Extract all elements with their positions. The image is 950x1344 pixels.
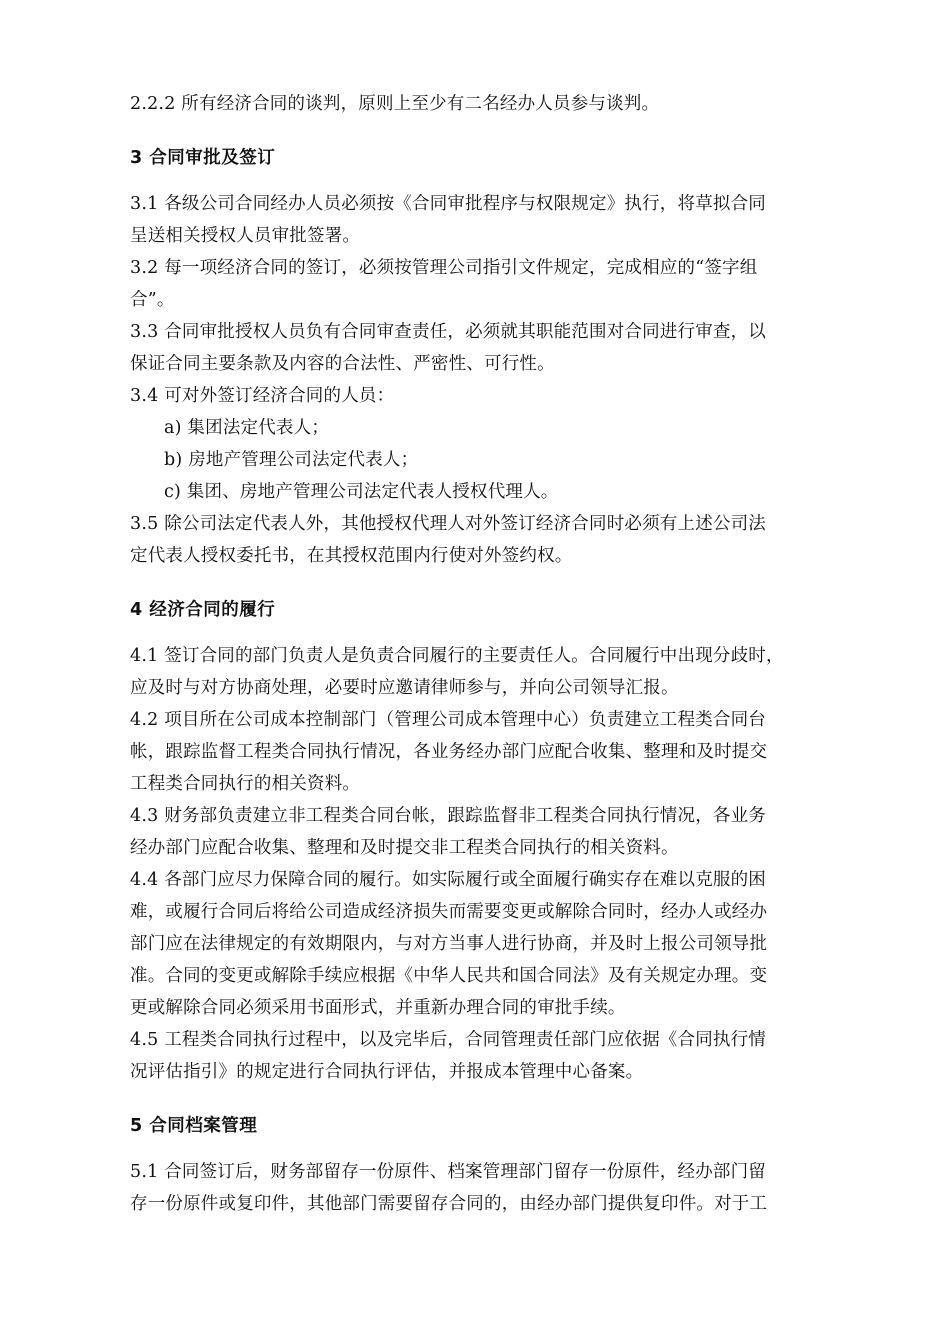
section-heading-5: 5 合同档案管理	[130, 1116, 258, 1136]
paragraph-line: 更或解除合同必须采用书面形式，并重新办理合同的审批手续。	[130, 998, 626, 1018]
paragraph-4-5	[130, 1024, 830, 1088]
paragraph-line: 难，或履行合同后将给公司造成经济损失而需要变更或解除合同时，经办人或经办	[130, 902, 768, 922]
paragraph-line: 4.3 财务部负责建立非工程类合同台帐，跟踪监督非工程类合同执行情况，各业务	[130, 806, 766, 826]
list-item: b) 房地产管理公司法定代表人；	[164, 450, 419, 470]
section-heading-4: 4 经济合同的履行	[130, 600, 276, 620]
spacer	[130, 1088, 830, 1110]
paragraph-line: 定代表人授权委托书，在其授权范围内行使对外签约权。	[130, 546, 573, 566]
paragraph-3-2	[130, 252, 830, 316]
paragraph-line: 准。合同的变更或解除手续应根据《中华人民共和国合同法》及有关规定办理。变	[130, 966, 768, 986]
paragraph-4-2	[130, 704, 830, 800]
paragraph-line: 合”。	[130, 290, 175, 310]
spacer	[130, 174, 830, 188]
paragraph-line: 3.2 每一项经济合同的签订，必须按管理公司指引文件规定，完成相应的“签字组	[130, 258, 758, 278]
spacer	[130, 626, 830, 640]
paragraph-line: 3.5 除公司法定代表人外，其他授权代理人对外签订经济合同时必须有上述公司法	[130, 514, 766, 534]
list-item: c) 集团、房地产管理公司法定代表人授权代理人。	[164, 482, 559, 502]
paragraph-3-1	[130, 188, 830, 252]
paragraph-5-1	[130, 1156, 830, 1220]
paragraph-3-5	[130, 508, 830, 572]
spacer	[130, 572, 830, 594]
paragraph-3-4: 3.4 可对外签订经济合同的人员：	[130, 386, 395, 406]
paragraph-line: 经办部门应配合收集、整理和及时提交非工程类合同执行的相关资料。	[130, 838, 679, 858]
paragraph-line: 呈送相关授权人员审批签署。	[130, 226, 361, 246]
paragraph-line: 部门应在法律规定的有效期限内，与对方当事人进行协商，并及时上报公司领导批	[130, 934, 768, 954]
authorized-signers-list	[130, 412, 830, 508]
paragraph-line: 应及时与对方协商处理，必要时应邀请律师参与，并向公司领导汇报。	[130, 678, 679, 698]
paragraph-line: 4.2 项目所在公司成本控制部门（管理公司成本管理中心）负责建立工程类合同台	[130, 710, 766, 730]
paragraph-line: 5.1 合同签订后，财务部留存一份原件、档案管理部门留存一份原件，经办部门留	[130, 1162, 766, 1182]
paragraph-line: 帐，跟踪监督工程类合同执行情况，各业务经办部门应配合收集、整理和及时提交	[130, 742, 768, 762]
paragraph-line: 工程类合同执行的相关资料。	[130, 774, 361, 794]
paragraph-line: 3.3 合同审批授权人员负有合同审查责任，必须就其职能范围对合同进行审查，以	[130, 322, 766, 342]
spacer	[130, 1142, 830, 1156]
paragraph-line: 4.5 工程类合同执行过程中，以及完毕后，合同管理责任部门应依据《合同执行情	[130, 1030, 766, 1050]
spacer	[130, 120, 830, 142]
paragraph-2-2-2: 2.2.2 所有经济合同的谈判，原则上至少有二名经办人员参与谈判。	[130, 94, 660, 114]
paragraph-line: 况评估指引》的规定进行合同执行评估，并报成本管理中心备案。	[130, 1062, 644, 1082]
list-item: a) 集团法定代表人；	[164, 418, 330, 438]
paragraph-line: 4.4 各部门应尽力保障合同的履行。如实际履行或全面履行确实存在难以克服的困	[130, 870, 766, 890]
paragraph-4-4	[130, 864, 830, 1024]
paragraph-line: 3.1 各级公司合同经办人员必须按《合同审批程序与权限规定》执行，将草拟合同	[130, 194, 766, 214]
paragraph-line: 存一份原件或复印件，其他部门需要留存合同的，由经办部门提供复印件。对于工	[130, 1194, 768, 1214]
section-heading-3: 3 合同审批及签订	[130, 148, 276, 168]
paragraph-line: 4.1 签订合同的部门负责人是负责合同履行的主要责任人。合同履行中出现分歧时，	[130, 646, 784, 666]
paragraph-3-3	[130, 316, 830, 380]
paragraph-4-1	[130, 640, 830, 704]
paragraph-line: 保证合同主要条款及内容的合法性、严密性、可行性。	[130, 354, 555, 374]
paragraph-4-3	[130, 800, 830, 864]
document-body	[130, 88, 830, 1220]
